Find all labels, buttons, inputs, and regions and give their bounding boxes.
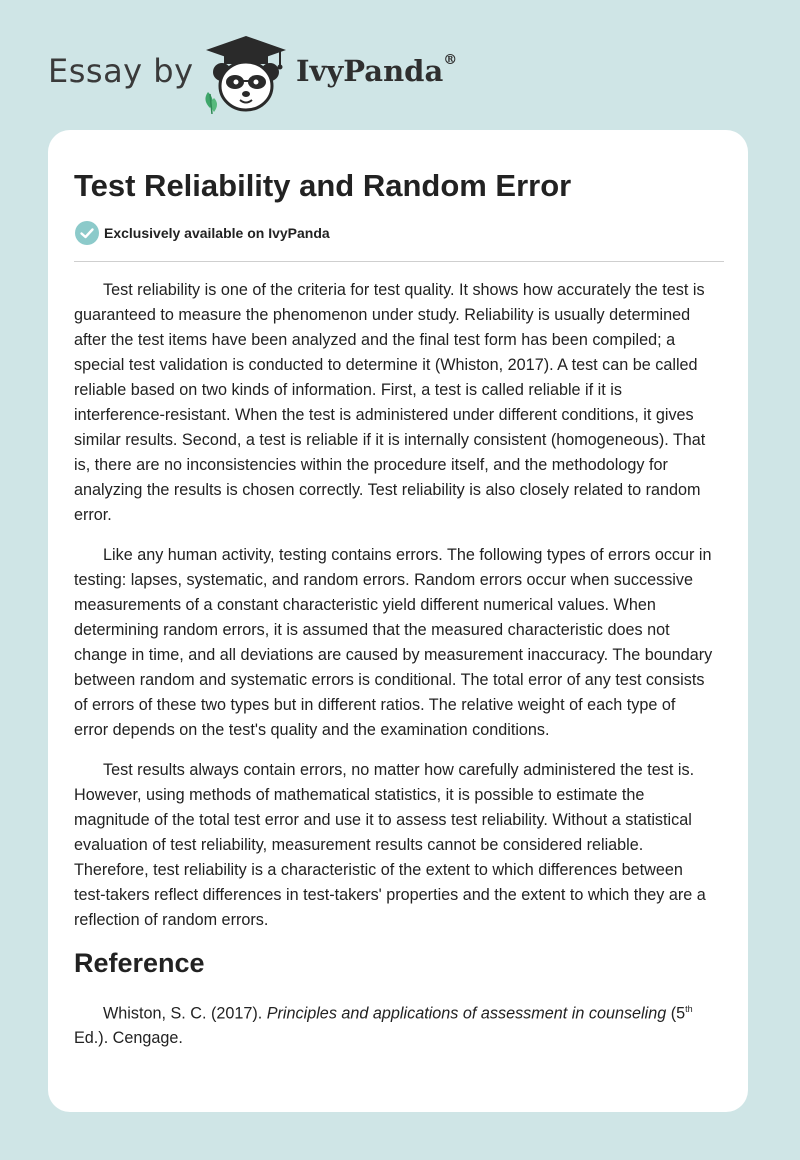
registered-mark: ® [443,52,458,68]
reference-heading: Reference [74,948,205,978]
reference-entry [74,997,714,1051]
reference-author: Whiston, S. C. (2017). [103,1004,267,1023]
paragraph: Like any human activity, testing contains errors. The following types of errors occur in testing: lapses, systematic, and random errors. Random errors occur when successive measurements of a constant characteristic yield different numerical values. When determining random errors, it is assumed that the measured characteristic does not change in time, and all deviations are caused by measurement inaccuracy. The boundary between random and systematic errors is conditional. The total error of any test consists of errors of these two types but in different ratios. The relative weight of each type of error depends on the test's quality and the examination conditions. [74,546,713,739]
site-header [0,0,800,130]
reference-edition-post: Ed.). Cengage. [74,1029,183,1048]
essay-by-label: Essay by [48,52,194,90]
brand-text: IvyPanda [296,54,444,88]
divider [74,261,724,262]
exclusive-badge [74,220,330,246]
ivypanda-logo[interactable] [200,34,292,114]
reference-book-title: Principles and applications of assessment in counseling [266,1004,667,1023]
brand-name[interactable] [296,54,457,88]
paragraph: Test results always contain errors, no matter how carefully administered the test is. However, using methods of mathematical statistics, it is possible to estimate the magnitude of the total test error and use it to assess test reliability. Without a statistical evaluation of test reliability, measurement results cannot be considered reliable. Therefore, test reliability is a characteristic of the extent to which differences between test-takers reflect differences in test-takers' properties and the extent to which they are a reflection of random errors. [74,761,706,929]
page-title: Test Reliability and Random Error [74,168,572,203]
paragraph: Test reliability is one of the criteria for test quality. It shows how accurately the test is guaranteed to measure the phenomenon under study. Reliability is usually determined after the test items have been analyzed and the final test form has been compiled; a special test validation is conducted to determine it (Whiston, 2017). A test can be called reliable based on two kinds of information. First, a test is called reliable if it is interference-resistant. When the test is administered under different conditions, it gives similar results. Second, a test is reliable if it is internally consistent (homogeneous). That is, there are no inconsistencies within the procedure itself, and the methodology for analyzing the results is chosen correctly. Test reliability is also closely related to random error. [74,281,706,524]
reference-edition-pre: (5 [666,1004,686,1023]
panda-mascot-icon [200,34,292,114]
checkmark-icon [74,220,100,246]
exclusive-badge-label: Exclusively available on IvyPanda [104,225,330,241]
essay-body [74,278,714,1051]
essay-card [48,130,748,1112]
reference-edition-sup: th [685,1004,693,1014]
